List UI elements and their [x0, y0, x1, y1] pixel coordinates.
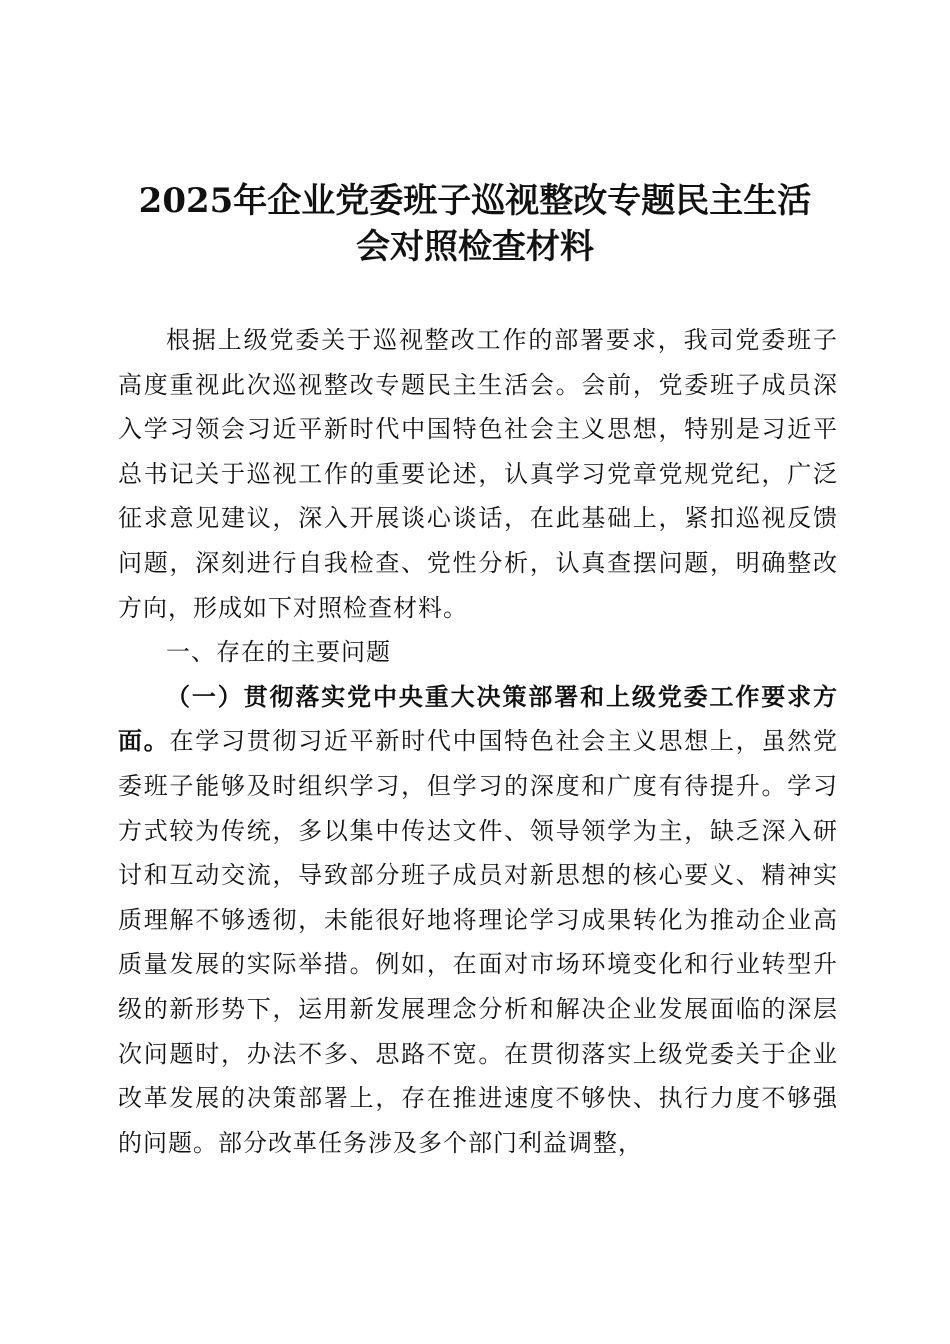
section-heading: 一、存在的主要问题 [166, 638, 391, 667]
document-title-line-1: 2025年企业党委班子巡视整改专题民主生活 [138, 181, 812, 221]
subsection-body: 在学习贯彻习近平新时代中国特色社会主义思想上，虽然党委班子能够及时组织学习，但学习的深度和广度有待提升。学习方式较为传统，多以集中传达文件、领导领学为主，缺乏深入研讨和互动交流，导致部分班子成员对新思想的核心要义、精神实质理解不够透彻，未能很好地将理论学习成果转化为推动企业高质量发展的实际举措。例如，在面对市场环境变化和行业转型升级的新形势下，运用新发展理念分析和解决企业发展面临的深层次问题时，办法不多、思路不宽。在贯彻落实上级党委关于企业改革发展的决策部署上，存在推进速度不够快、执行力度不够强的问题。部分改革任务涉及多个部门利益调整， [118, 727, 839, 1157]
document-title-line-2: 会对照检查材料 [356, 227, 594, 267]
subsection-paragraph [118, 675, 838, 1166]
intro-paragraph: 根据上级党委关于巡视整改工作的部署要求，我司党委班子高度重视此次巡视整改专题民主生活会。会前，党委班子成员深入学习领会习近平新时代中国特色社会主义思想，特别是习近平总书记关于巡视工作的重要论述，认真学习党章党规党纪，广泛征求意见建议，深入开展谈心谈话，在此基础上，紧扣巡视反馈问题，深刻进行自我检查、党性分析，认真查摆问题，明确整改方向，形成如下对照检查材料。 [118, 326, 838, 622]
document-title [100, 178, 850, 270]
subsection-heading: （一）贯彻落实党中央重大决策部署和上级党委工作要求方面。 [118, 681, 838, 756]
document-body [118, 318, 838, 1165]
